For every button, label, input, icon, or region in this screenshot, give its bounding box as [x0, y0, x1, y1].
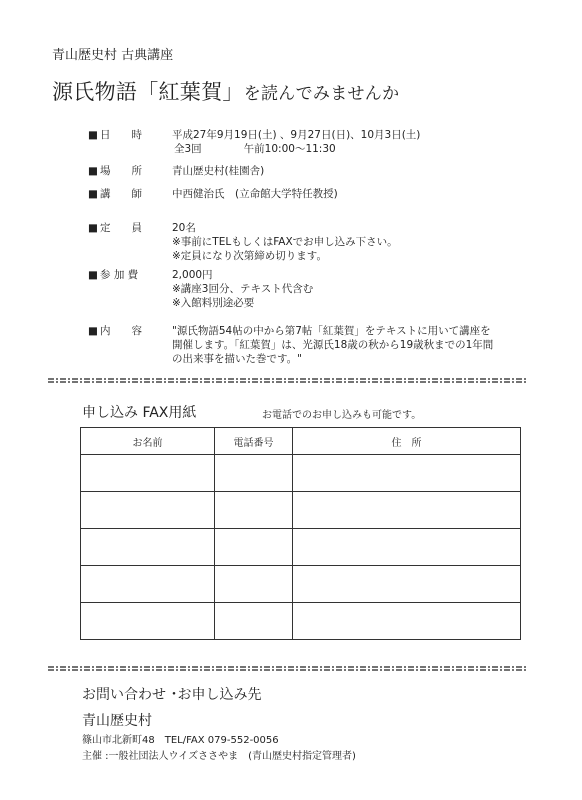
column-header-address: 住 所 [293, 428, 521, 455]
name-cell[interactable] [81, 603, 215, 640]
organizer-info: 主催 :一般社団法人ウイズささやま (青山歴史村指定管理者) [82, 751, 356, 762]
capacity-label: 定 員 [100, 222, 142, 234]
address-cell[interactable] [293, 603, 521, 640]
datetime-value: 平成27年9月19日(土) 、9月27日(日)、10月3日(土) 全3回 午前10:00～11:30 [172, 129, 421, 155]
info-capacity [88, 221, 398, 263]
organization-name: 青山歴史村 [82, 713, 152, 729]
table-row [81, 529, 521, 566]
phone-cell[interactable] [215, 455, 293, 492]
fax-form-note: お電話でのお申し込みも可能です。 [262, 410, 422, 421]
contact-address: 篠山市北新町48 TEL/FAX 079-552-0056 [82, 735, 279, 746]
title-tail: を読んでみませんか [243, 84, 400, 104]
name-cell[interactable] [81, 529, 215, 566]
fee-label: 参 加 費 [100, 269, 139, 281]
name-cell[interactable] [81, 492, 215, 529]
info-fee [88, 268, 313, 310]
table-row [81, 566, 521, 603]
cut-line-top [48, 378, 526, 383]
content-value: "源氏物語54帖の中から第7帖「紅葉賀」をテキストに用いて講座を 開催します。「紅葉賀」は、光源氏18歳の秋から19歳秋までの1年間 の出来事を描いた巻です。" [172, 325, 494, 365]
contact-heading: お問い合わせ ･お申し込み先 [82, 687, 262, 703]
fax-application-table [80, 427, 521, 640]
lecturer-label: 講 師 [100, 188, 142, 200]
table-row [81, 603, 521, 640]
name-cell[interactable] [81, 566, 215, 603]
content-label: 内 容 [100, 325, 142, 337]
info-place [88, 164, 264, 178]
address-cell[interactable] [293, 455, 521, 492]
address-cell[interactable] [293, 566, 521, 603]
column-header-name: お名前 [81, 428, 215, 455]
address-cell[interactable] [293, 492, 521, 529]
address-cell[interactable] [293, 529, 521, 566]
phone-cell[interactable] [215, 529, 293, 566]
bullet-icon: ■ [88, 325, 98, 337]
bullet-icon: ■ [88, 269, 98, 281]
bullet-icon: ■ [88, 188, 98, 200]
fax-form-title: 申し込み FAX用紙 [82, 405, 197, 421]
bullet-icon: ■ [88, 222, 98, 234]
place-label: 場 所 [100, 165, 142, 177]
name-cell[interactable] [81, 455, 215, 492]
fee-value: 2,000円 ※講座3回分、テキスト代含む ※入館料別途必要 [172, 269, 314, 309]
phone-cell[interactable] [215, 603, 293, 640]
phone-cell[interactable] [215, 566, 293, 603]
datetime-label: 日 時 [100, 129, 142, 141]
bullet-icon: ■ [88, 129, 98, 141]
column-header-phone: 電話番号 [215, 428, 293, 455]
phone-cell[interactable] [215, 492, 293, 529]
table-header-row [81, 428, 521, 455]
event-title [52, 76, 399, 106]
info-lecturer [88, 187, 338, 201]
capacity-value: 20名 ※事前にTELもしくはFAXでお申し込み下さい。 ※定員になり次第締め切ります。 [172, 222, 398, 262]
table-row [81, 455, 521, 492]
lecturer-value: 中西健治氏 (立命館大学特任教授) [172, 188, 338, 200]
info-content [88, 324, 493, 366]
title-main: 源氏物語「紅葉賀」 [52, 80, 244, 104]
table-row [81, 492, 521, 529]
event-series-subtitle: 青山歴史村 古典講座 [52, 48, 174, 63]
place-value: 青山歴史村(桂園舎) [172, 165, 265, 177]
cut-line-bottom [48, 666, 526, 671]
bullet-icon: ■ [88, 165, 98, 177]
info-datetime [88, 128, 420, 156]
